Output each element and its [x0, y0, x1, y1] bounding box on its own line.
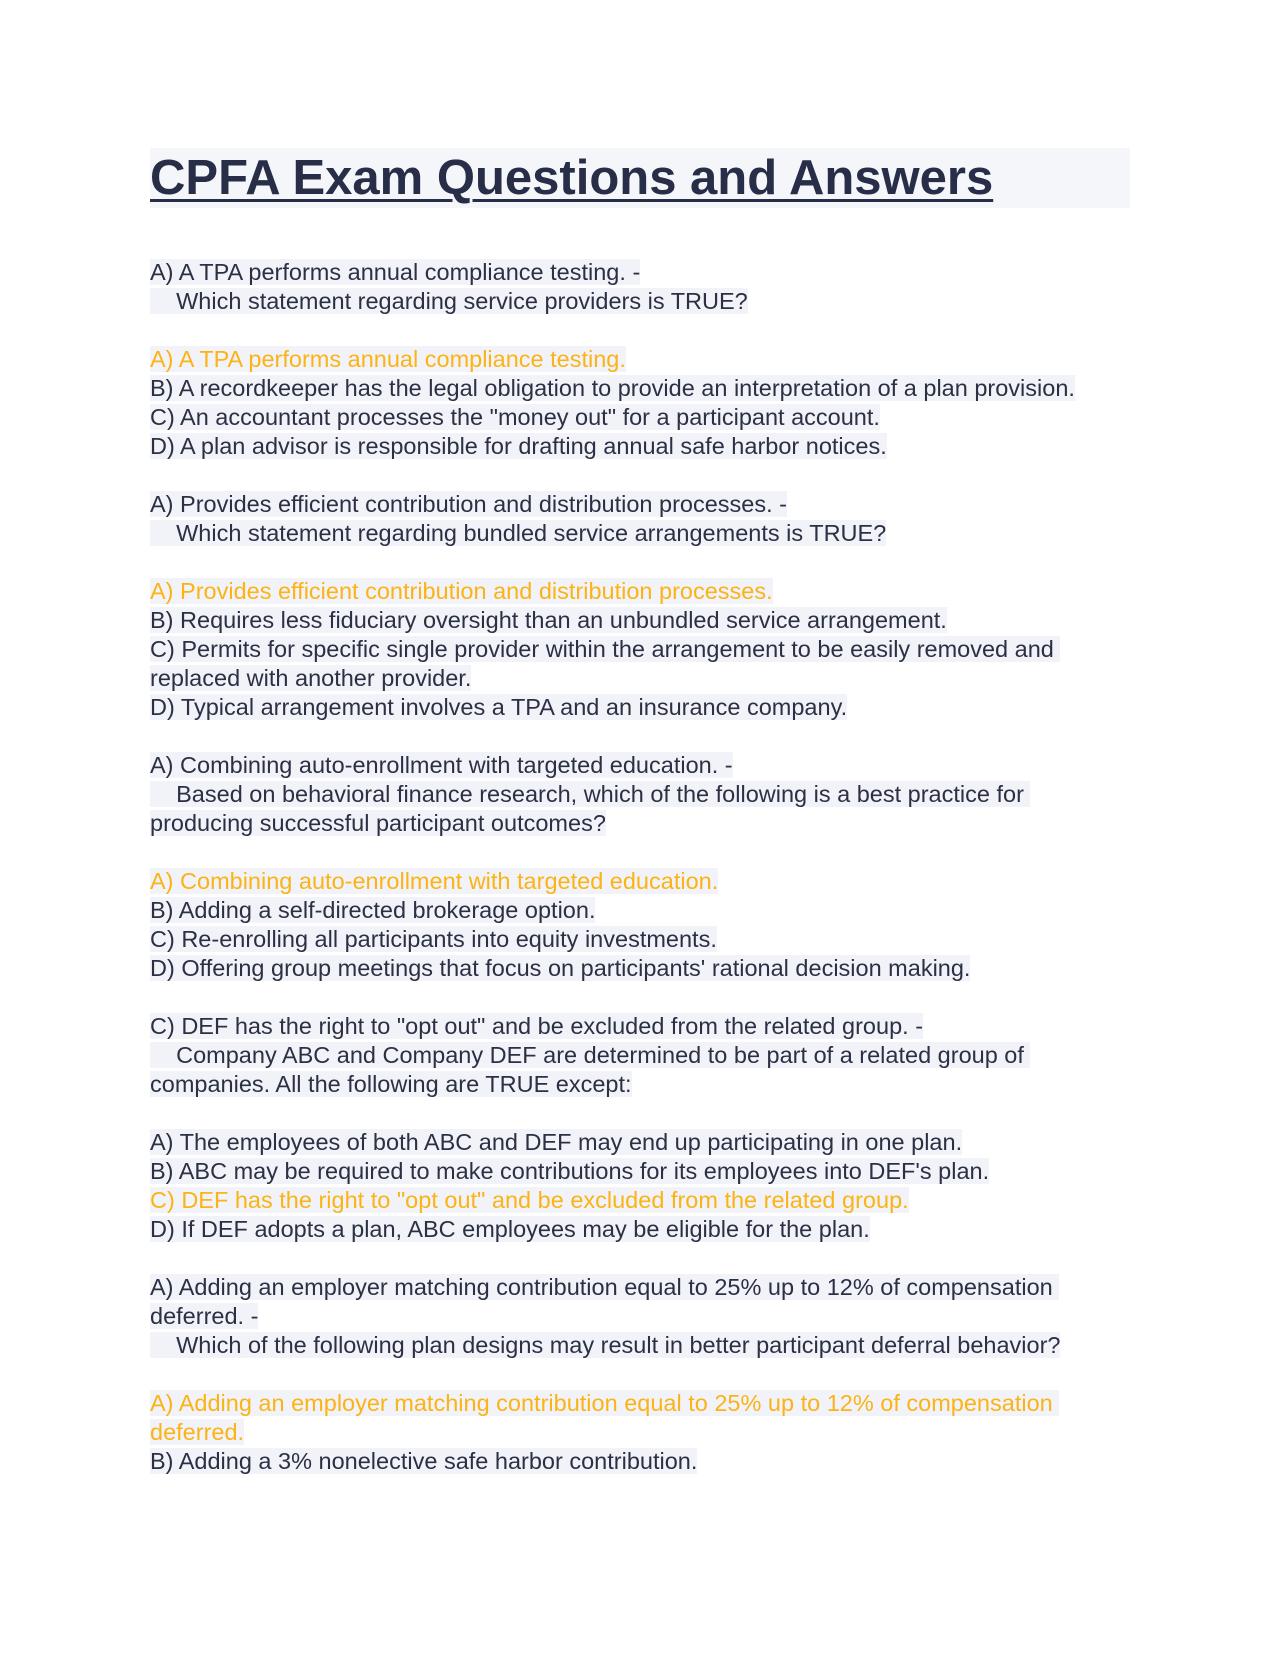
option-line	[150, 432, 1130, 461]
line-text: A) Combining auto-enrollment with targeted education.	[150, 868, 719, 894]
option-line	[150, 954, 1130, 983]
line-text: A) The employees of both ABC and DEF may end up participating in one plan.	[150, 1129, 963, 1155]
question-block	[150, 258, 1130, 316]
line-text: D) Offering group meetings that focus on participants' rational decision making.	[150, 955, 971, 981]
question-answer-line	[150, 1012, 1130, 1041]
correct-option	[150, 867, 1130, 896]
question-text	[150, 1331, 1130, 1360]
line-text: Based on behavioral finance research, which of the following is a best practice for producing successful participant outcomes?	[150, 781, 1031, 836]
line-text: Which of the following plan designs may result in better participant deferral behavior?	[150, 1332, 1061, 1358]
option-line	[150, 1157, 1130, 1186]
line-text: B) ABC may be required to make contributions for its employees into DEF's plan.	[150, 1158, 990, 1184]
question-answer-line	[150, 258, 1130, 287]
line-text: C) DEF has the right to "opt out" and be excluded from the related group.	[150, 1187, 909, 1213]
correct-option	[150, 1186, 1130, 1215]
correct-option	[150, 1389, 1130, 1447]
question-answer-line	[150, 490, 1130, 519]
correct-option	[150, 345, 1130, 374]
line-text: C) An accountant processes the "money out" for a participant account.	[150, 404, 880, 430]
option-line	[150, 635, 1130, 693]
question-answer-line	[150, 1273, 1130, 1331]
question-block	[150, 1012, 1130, 1099]
option-line	[150, 1128, 1130, 1157]
line-text: A) Provides efficient contribution and distribution processes. -	[150, 491, 788, 517]
line-text: C) DEF has the right to "opt out" and be excluded from the related group. -	[150, 1013, 924, 1039]
option-line	[150, 374, 1130, 403]
option-line	[150, 1447, 1130, 1476]
line-text: D) A plan advisor is responsible for drafting annual safe harbor notices.	[150, 433, 887, 459]
line-text: A) Provides efficient contribution and distribution processes.	[150, 578, 773, 604]
options-block	[150, 345, 1130, 461]
question-block	[150, 751, 1130, 838]
line-text: Which statement regarding bundled service arrangements is TRUE?	[150, 520, 887, 546]
question-text	[150, 287, 1130, 316]
question-block	[150, 490, 1130, 548]
options-block	[150, 1389, 1130, 1476]
question-text	[150, 780, 1130, 838]
line-text: D) If DEF adopts a plan, ABC employees may be eligible for the plan.	[150, 1216, 870, 1242]
line-text: B) Adding a self-directed brokerage option.	[150, 897, 596, 923]
line-text: A) A TPA performs annual compliance testing. -	[150, 259, 641, 285]
options-block	[150, 577, 1130, 722]
line-text: Which statement regarding service providers is TRUE?	[150, 288, 748, 314]
line-text: A) Adding an employer matching contribution equal to 25% up to 12% of compensation deferred. -	[150, 1274, 1060, 1329]
correct-option	[150, 577, 1130, 606]
question-text	[150, 519, 1130, 548]
option-line	[150, 606, 1130, 635]
question-answer-line	[150, 751, 1130, 780]
line-text: C) Permits for specific single provider within the arrangement to be easily removed and replaced with another provider.	[150, 636, 1061, 691]
line-text: B) A recordkeeper has the legal obligation to provide an interpretation of a plan provision.	[150, 375, 1075, 401]
line-text: Company ABC and Company DEF are determined to be part of a related group of companies. All the following are TRUE except:	[150, 1042, 1031, 1097]
line-text: A) A TPA performs annual compliance testing.	[150, 346, 626, 372]
line-text: B) Adding a 3% nonelective safe harbor contribution.	[150, 1448, 698, 1474]
option-line	[150, 896, 1130, 925]
question-text	[150, 1041, 1130, 1099]
qa-list	[150, 258, 1130, 1476]
line-text: D) Typical arrangement involves a TPA and an insurance company.	[150, 694, 848, 720]
title-bar	[150, 148, 1130, 208]
line-text: A) Combining auto-enrollment with targeted education. -	[150, 752, 733, 778]
option-line	[150, 403, 1130, 432]
document-page	[150, 148, 1130, 1505]
option-line	[150, 925, 1130, 954]
line-text: A) Adding an employer matching contribution equal to 25% up to 12% of compensation deferred.	[150, 1390, 1060, 1445]
page-title: CPFA Exam Questions and Answers	[150, 151, 994, 205]
option-line	[150, 1215, 1130, 1244]
line-text: C) Re-enrolling all participants into equity investments.	[150, 926, 717, 952]
options-block	[150, 1128, 1130, 1244]
option-line	[150, 693, 1130, 722]
line-text: B) Requires less fiduciary oversight than an unbundled service arrangement.	[150, 607, 947, 633]
question-block	[150, 1273, 1130, 1360]
options-block	[150, 867, 1130, 983]
